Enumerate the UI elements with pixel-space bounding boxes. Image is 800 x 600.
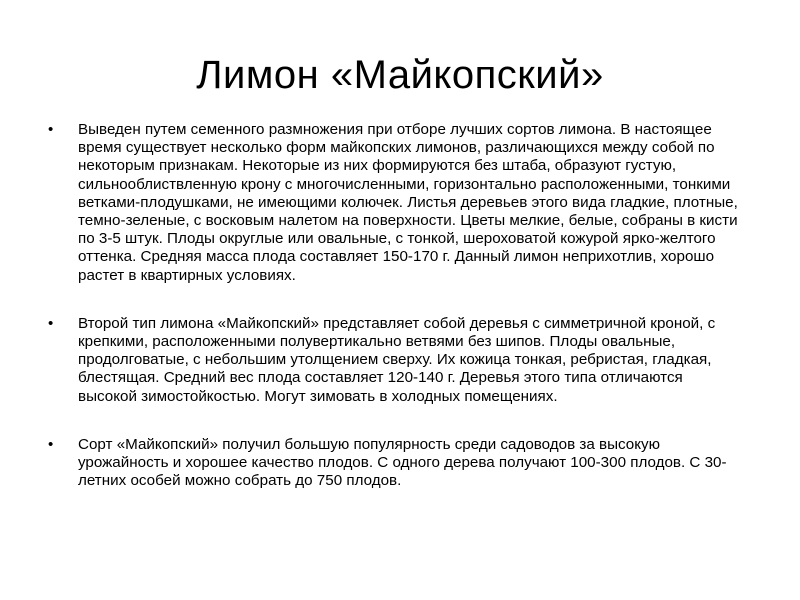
bullet-icon: • bbox=[48, 121, 54, 138]
bullet-item bbox=[48, 315, 738, 406]
bullet-text: Второй тип лимона «Майкопский» представляет собой деревья с симметричной кроной, с крепкими, расположенными полувертикально ветвями без шипов. Плоды овальные, продолговатые, с небольшим утолщением сверху. Их кожица тонкая, ребристая, гладкая, блестящая. Средний вес плода составляет 120-140 г. Деревья этого типа отличаются высокой зимостойкостью. Могут зимовать в холодных помещениях. bbox=[78, 314, 716, 405]
bullet-text: Выведен путем семенного размножения при отборе лучших сортов лимона. В настоящее время существует несколько форм майкопских лимонов, различающихся между собой по некоторым признакам. Некоторые из них формируются без штаба, образуют густую, сильнооблиствленную крону с многочисленными, горизонтально расположенными, тонкими ветками-плодушками, не имеющими колючек. Листья деревьев этого вида гладкие, плотные, темно-зеленые, с восковым налетом на поверхности. Цветы мелкие, белые, собраны в кисти по 3-5 штук. Плоды округлые или овальные, с тонкой, шероховатой кожурой ярко-желтого оттенка. Средняя масса плода составляет 150-170 г. Данный лимон неприхотлив, хорошо растет в квартирных условиях. bbox=[78, 121, 738, 284]
slide-title: Лимон «Майкопский» bbox=[196, 53, 604, 97]
bullet-icon: • bbox=[48, 314, 54, 332]
bullet-item bbox=[48, 436, 738, 491]
bullet-item bbox=[48, 121, 738, 285]
bullet-text: Сорт «Майкопский» получил большую популярность среди садоводов за высокую урожайность и хорошее качество плодов. С одного дерева получают 100-300 плодов. С 30-летних особей можно собрать до 750 плодов. bbox=[78, 435, 727, 490]
bullet-list bbox=[48, 121, 738, 520]
bullet-icon: • bbox=[48, 435, 54, 453]
